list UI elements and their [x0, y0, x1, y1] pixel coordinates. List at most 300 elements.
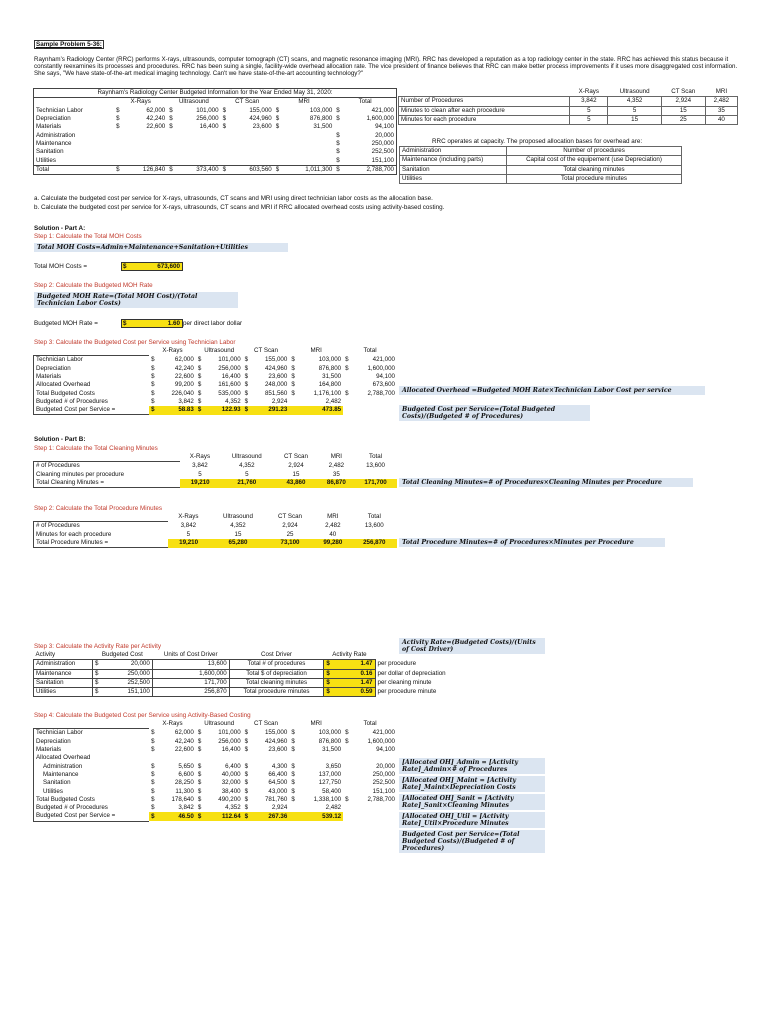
- dollar-sign: $: [244, 389, 249, 397]
- column-header: X-Rays: [162, 347, 183, 355]
- cell-value: [179, 140, 221, 148]
- cell-value: 28,250: [174, 779, 194, 787]
- cell-value: 5: [570, 106, 608, 115]
- moh-rate-dollar: $: [123, 320, 127, 327]
- cell-value: 155,000: [264, 356, 288, 364]
- dollar-sign: $: [197, 381, 202, 389]
- cell-value: 58.83: [159, 406, 195, 415]
- dollar-sign: $: [196, 812, 206, 821]
- column-header: MRI: [310, 720, 322, 728]
- table-row: [399, 97, 738, 106]
- cell-value: 252,500: [371, 148, 394, 156]
- cell-value: 851,560: [264, 389, 288, 397]
- row-label: Depreciation: [34, 365, 150, 373]
- cell-value: 13,600: [366, 462, 385, 470]
- dollar-sign: [343, 746, 353, 754]
- abc-formula: [Allocated OH]_Sanit = [Activity Rate]_Sanit×Cleaning Minutes: [399, 794, 545, 810]
- table-row: [34, 531, 397, 539]
- part-b-heading: Solution - Part B:: [34, 436, 86, 443]
- table-row: [400, 147, 682, 156]
- cell-value: 40: [329, 530, 337, 538]
- cell-value: 1,600,000: [366, 115, 394, 123]
- row-label: # of Procedures: [34, 462, 181, 471]
- cell-value: [352, 531, 396, 539]
- dollar-sign: $: [345, 356, 349, 364]
- dollar-sign: $: [116, 123, 120, 131]
- total-moh-amount: 673,600: [157, 263, 180, 270]
- cleaning-minutes-table: [33, 453, 397, 488]
- dollar-sign: $: [169, 123, 173, 131]
- part-b-step4: Step 4: Calculate the Budgeted Cost per Service using Activity-Based Costing: [34, 712, 251, 719]
- row-label: Utilities: [34, 787, 150, 795]
- dollar-sign: $: [151, 729, 155, 737]
- column-header: Ultrasound: [619, 88, 650, 96]
- formula-cleaning-minutes: Total Cleaning Minutes=# of Procedures×Cleaning Minutes per Procedure: [399, 478, 693, 487]
- table-row: [34, 729, 398, 738]
- cell-value: 2,482: [325, 522, 341, 530]
- column-header: CT Scan: [253, 347, 278, 355]
- column-header: Units of Cost Driver: [163, 651, 218, 659]
- cell-value: 164,800: [318, 381, 342, 389]
- dollar-sign: [343, 373, 353, 381]
- cell-value: 25: [286, 530, 294, 538]
- cell-value: 94,100: [375, 123, 394, 131]
- row-label: Total Procedure Minutes =: [34, 539, 168, 548]
- cell-value: 256,000: [218, 737, 241, 745]
- cell-value: [232, 148, 273, 156]
- cell-value: 15: [234, 530, 242, 538]
- row-label: Depreciation: [36, 115, 71, 123]
- row-label: Utilities: [400, 174, 507, 183]
- column-header: MRI: [298, 98, 310, 106]
- dollar-sign: $: [291, 762, 295, 770]
- header-blank: [34, 513, 168, 522]
- cell-value: 155,000: [264, 729, 288, 737]
- dollar-sign: $: [336, 106, 340, 114]
- dollar-sign: $: [151, 389, 155, 397]
- cell-value: 43,000: [268, 787, 288, 795]
- cell-value: 15: [608, 115, 661, 124]
- cost-driver: Total # of procedures: [229, 660, 324, 669]
- cell-value: 876,800: [318, 737, 342, 745]
- column-header: MRI: [715, 88, 728, 96]
- dollar-sign: $: [244, 364, 249, 372]
- page-title: Sample Problem 5-36:: [36, 41, 102, 48]
- cost-driver: Total $ of depreciation: [229, 669, 324, 678]
- cell-value: [179, 156, 221, 165]
- table-row: [399, 115, 738, 124]
- row-label: Budgeted # of Procedures: [34, 804, 150, 812]
- dollar-sign: $: [197, 729, 202, 737]
- cell-value: 4,352: [608, 97, 661, 106]
- cell-value: 25: [661, 115, 705, 124]
- cell-value: 3,842: [180, 522, 197, 530]
- cell-value: 103,000: [318, 729, 342, 737]
- dollar-sign: $: [336, 139, 340, 147]
- cell-value: 155,000: [249, 106, 272, 114]
- cell-value: [285, 140, 334, 148]
- row-label: # of Procedures: [34, 522, 168, 531]
- total-moh-label: Total MOH Costs =: [34, 263, 88, 270]
- cell-value: 250,000: [371, 139, 394, 147]
- cell-value: 267.36: [253, 812, 289, 821]
- part-a-step1: Step 1: Calculate the Total MOH Costs: [34, 233, 142, 240]
- row-label: Utilities: [34, 688, 93, 697]
- column-header: Ultrasound: [204, 347, 235, 355]
- dollar-sign: $: [244, 356, 249, 364]
- table-row: [34, 471, 397, 479]
- cell-value: [232, 131, 273, 139]
- cell-value: 31,500: [322, 746, 342, 754]
- table-row: [34, 140, 397, 148]
- table-row: [34, 812, 398, 821]
- table-row: [34, 738, 398, 746]
- dollar-sign: $: [169, 115, 173, 123]
- activity-rate: 0.16: [340, 669, 375, 678]
- dollar-sign: $: [334, 165, 346, 174]
- cell-value: 3,842: [570, 97, 608, 106]
- row-label: Total: [34, 165, 115, 174]
- cell-value: 19,210: [168, 539, 210, 548]
- cell-value: 2,924: [288, 462, 304, 470]
- table-row: [34, 669, 473, 678]
- table-row: [34, 779, 398, 787]
- cell-value: 248,000: [264, 381, 288, 389]
- header-blank: [375, 651, 473, 660]
- cell-value: 65,280: [209, 539, 266, 548]
- cell-value: 603,560: [232, 165, 273, 174]
- table-row: [34, 539, 397, 548]
- dollar-sign: [343, 762, 353, 770]
- row-label: Utilities: [36, 156, 56, 164]
- cell-value: 58,400: [322, 787, 342, 795]
- cell-value: 5: [198, 470, 202, 478]
- table-row: [34, 762, 398, 770]
- dollar-sign: $: [244, 373, 249, 381]
- cell-value: 112.64: [206, 812, 243, 821]
- cell-value: [253, 754, 289, 762]
- dollar-sign: $: [169, 106, 173, 114]
- moh-rate-amount: 1.60: [167, 320, 180, 327]
- table-row: [34, 796, 398, 804]
- dollar-sign: $: [324, 660, 341, 669]
- dollar-sign: [343, 779, 353, 787]
- cell-value: 16,400: [221, 373, 241, 381]
- dollar-sign: $: [151, 762, 155, 770]
- table-row: [400, 174, 682, 183]
- dollar-sign: $: [92, 688, 106, 697]
- rate-unit: per dollar of depreciation: [377, 669, 446, 677]
- cell-value: 103,000: [309, 106, 333, 114]
- cell-value: 5,650: [178, 762, 194, 770]
- row-label: Depreciation: [34, 738, 150, 746]
- cell-value: [126, 156, 167, 165]
- dollar-sign: [343, 406, 353, 415]
- dollar-sign: [289, 754, 299, 762]
- column-header: Total: [363, 347, 377, 355]
- column-header: MRI: [330, 453, 343, 461]
- row-label: Number of Procedures: [399, 97, 570, 106]
- table-row: [34, 746, 398, 754]
- table-row: [400, 156, 682, 165]
- cell-value: 473.85: [300, 406, 344, 415]
- table-row: [34, 462, 397, 471]
- cell-value: 66,400: [268, 770, 288, 778]
- dollar-sign: $: [244, 762, 249, 770]
- dollar-sign: $: [244, 795, 249, 803]
- header-blank: [34, 720, 150, 729]
- row-label: Sanitation: [36, 148, 64, 156]
- cell-value: 5: [245, 470, 249, 478]
- row-label: Administration: [34, 660, 93, 669]
- dollar-sign: $: [196, 406, 206, 415]
- dollar-sign: [167, 140, 179, 148]
- dollar-sign: $: [197, 397, 202, 405]
- cell-value: 137,000: [318, 770, 342, 778]
- dollar-sign: [243, 754, 253, 762]
- cell-value: 161,600: [218, 381, 241, 389]
- table-row: [34, 123, 397, 131]
- cell-value: 19,210: [180, 479, 219, 488]
- cell-value: 2,924: [282, 522, 298, 530]
- dollar-sign: $: [151, 779, 155, 787]
- dollar-sign: [167, 131, 179, 139]
- cell-value: 16,400: [221, 746, 241, 754]
- cell-value: [355, 471, 397, 479]
- budget-caption: Raynham's Radiology Center Budgeted Information for the Year Ended May 31, 2020:: [34, 89, 397, 98]
- table-row: [34, 115, 397, 123]
- dollar-sign: $: [291, 795, 295, 803]
- activity-rate: 0.59: [340, 688, 375, 697]
- cell-value: 42,240: [146, 115, 166, 123]
- cell-value: 373,400: [179, 165, 221, 174]
- dollar-sign: $: [324, 669, 341, 678]
- cell-value: 94,100: [376, 373, 395, 381]
- dollar-sign: $: [345, 389, 349, 397]
- dollar-sign: $: [197, 364, 202, 372]
- activity-based-cost-table: [33, 720, 397, 822]
- dollar-sign: $: [197, 804, 202, 812]
- cell-value: 94,100: [376, 746, 395, 754]
- cell-value: 171,700: [355, 479, 397, 488]
- dollar-sign: $: [92, 669, 106, 678]
- column-header: X-Rays: [130, 98, 151, 106]
- header-blank: [34, 453, 181, 462]
- dollar-sign: $: [167, 165, 179, 174]
- dollar-sign: $: [336, 131, 340, 139]
- cell-value: 62,000: [174, 729, 194, 737]
- row-label: Technician Labor: [34, 356, 150, 365]
- dollar-sign: [167, 156, 179, 165]
- cell-value: 673,600: [372, 381, 395, 389]
- dollar-sign: [343, 398, 353, 406]
- cell-value: 4,352: [225, 397, 241, 405]
- activity-rate: 1.47: [340, 678, 375, 687]
- cost-driver-units: 1,600,000: [152, 669, 229, 678]
- dollar-sign: $: [345, 737, 349, 745]
- cell-value: [232, 140, 273, 148]
- dollar-sign: $: [244, 779, 249, 787]
- cell-value: 23,600: [252, 123, 272, 131]
- formula-procedure-minutes: Total Procedure Minutes=# of Procedures×Minutes per Procedure: [399, 538, 665, 547]
- dollar-sign: $: [197, 373, 202, 381]
- table-row: [399, 106, 738, 115]
- dollar-sign: $: [92, 660, 106, 669]
- dollar-sign: [221, 148, 233, 156]
- dollar-sign: [289, 804, 299, 812]
- table-row: [34, 131, 397, 139]
- dollar-sign: $: [291, 364, 295, 372]
- total-moh-value: [121, 262, 183, 271]
- row-label: Materials: [34, 373, 150, 381]
- cell-value: [179, 131, 221, 139]
- dollar-sign: $: [244, 397, 249, 405]
- row-label: Technician Labor: [34, 729, 150, 738]
- column-header: Activity Rate: [332, 651, 367, 659]
- cell-value: 876,800: [309, 115, 333, 123]
- cell-value: 64,500: [268, 779, 288, 787]
- budgeted-cost: 250,000: [106, 669, 152, 678]
- cell-value: 21,760: [220, 479, 274, 488]
- procedure-minutes-table: [33, 513, 397, 548]
- dollar-sign: $: [243, 406, 253, 415]
- dollar-sign: $: [244, 729, 249, 737]
- cell-value: 46.50: [159, 812, 195, 821]
- table-row: [34, 787, 398, 795]
- dollar-sign: $: [151, 381, 155, 389]
- budgeted-cost: 252,500: [106, 678, 152, 687]
- cell-value: 6,400: [225, 762, 241, 770]
- dollar-sign: $: [291, 737, 295, 745]
- cell-value: 13,600: [364, 522, 384, 530]
- table-row: [34, 754, 398, 762]
- dollar-sign: $: [197, 389, 202, 397]
- allocation-base: Capital cost of the equipement (use Depreciation): [507, 156, 682, 165]
- cell-value: 5: [186, 530, 191, 538]
- column-header: CT Scan: [671, 88, 696, 96]
- cell-value: 3,650: [325, 762, 342, 770]
- column-header: MRI: [310, 347, 322, 355]
- cell-value: 178,640: [171, 795, 194, 803]
- row-label: Total Budgeted Costs: [34, 389, 150, 397]
- cost-driver: Total cleaning minutes: [229, 678, 324, 687]
- table-row: [34, 165, 397, 174]
- dollar-sign: $: [116, 106, 120, 114]
- cell-value: [300, 754, 344, 762]
- dollar-sign: $: [275, 115, 280, 123]
- cost-driver: Total procedure minutes: [229, 688, 324, 697]
- table-row: [34, 148, 397, 156]
- column-header: CT Scan: [278, 513, 302, 521]
- header-blank: [34, 98, 115, 107]
- cell-value: 73,100: [267, 539, 314, 548]
- row-label: Maintenance: [36, 139, 72, 147]
- column-header: Total: [367, 513, 381, 521]
- cell-value: 2,788,700: [346, 165, 397, 174]
- table-row: [34, 365, 398, 373]
- formula-total-moh: Total MOH Costs=Admin+Maintenance+Sanitation+Utilities: [34, 243, 288, 252]
- cell-value: 16,400: [199, 123, 219, 131]
- column-header: X-Rays: [578, 88, 599, 96]
- abc-formula: [Allocated OH]_Maint = [Activity Rate]_Maint×Depreciation Costs: [399, 776, 545, 792]
- dollar-sign: $: [116, 115, 120, 123]
- cell-value: [353, 804, 397, 812]
- dollar-sign: [343, 754, 353, 762]
- dollar-sign: $: [244, 787, 249, 795]
- row-label: Minutes to clean after each procedure: [399, 106, 570, 115]
- table-row: [34, 522, 397, 531]
- part-a-step3: Step 3: Calculate the Budgeted Cost per Service using Technician Labor: [34, 339, 236, 346]
- abc-formula: [Allocated OH]_Util = [Activity Rate]_Util×Procedure Minutes: [399, 812, 545, 828]
- table-row: [34, 479, 397, 488]
- cell-value: 20,000: [376, 762, 395, 770]
- cell-value: 40,000: [221, 770, 241, 778]
- cell-value: 291.23: [253, 406, 289, 415]
- cell-value: 1,338,100: [313, 795, 342, 803]
- cell-value: [285, 131, 334, 139]
- cell-value: 1,176,100: [313, 389, 342, 397]
- cell-value: 4,352: [230, 522, 246, 530]
- cell-value: 22,600: [174, 373, 194, 381]
- cell-value: 252,500: [372, 779, 395, 787]
- cell-value: 5: [608, 106, 661, 115]
- dollar-sign: $: [197, 737, 202, 745]
- dollar-sign: $: [244, 770, 249, 778]
- cell-value: 23,600: [268, 746, 288, 754]
- cell-value: 1,011,300: [285, 165, 334, 174]
- budgeted-cost: 151,100: [106, 688, 152, 697]
- row-label: Maintenance: [34, 771, 150, 779]
- row-label: Technician Labor: [36, 106, 83, 114]
- cell-value: [353, 406, 397, 415]
- column-header: MRI: [327, 513, 339, 521]
- cell-value: 2,788,700: [367, 795, 395, 803]
- row-label: Administration: [400, 147, 507, 156]
- cell-value: [159, 754, 195, 762]
- dollar-sign: $: [324, 688, 341, 697]
- row-label: Sanitation: [34, 678, 93, 687]
- dollar-sign: $: [291, 729, 295, 737]
- dollar-sign: $: [151, 356, 155, 364]
- cell-value: 490,200: [218, 795, 241, 803]
- budget-table: [33, 88, 397, 175]
- dollar-sign: [114, 131, 126, 139]
- dollar-sign: $: [291, 787, 295, 795]
- dollar-sign: [289, 812, 299, 821]
- cell-value: 2,482: [325, 804, 342, 812]
- cell-value: 43,860: [274, 479, 318, 488]
- dollar-sign: $: [222, 106, 227, 114]
- cell-value: 6,600: [178, 770, 194, 778]
- cell-value: [126, 140, 167, 148]
- cell-value: 101,000: [218, 356, 241, 364]
- column-header: Budgeted Cost: [101, 651, 143, 659]
- cell-value: 3,842: [178, 397, 194, 405]
- dollar-sign: $: [274, 165, 286, 174]
- cell-value: 256,000: [218, 364, 241, 372]
- cell-value: 127,750: [318, 779, 342, 787]
- dollar-sign: [274, 131, 286, 139]
- cell-value: 22,600: [146, 123, 166, 131]
- cell-value: 22,600: [174, 746, 194, 754]
- dollar-sign: $: [92, 678, 106, 687]
- column-header: Total: [363, 720, 377, 728]
- row-label: Budgeted Cost per Service =: [34, 812, 150, 821]
- allocation-base: Total procedure minutes: [507, 174, 682, 183]
- cell-value: [206, 754, 243, 762]
- column-header: X-Rays: [189, 453, 211, 461]
- column-header: CT Scan: [253, 720, 278, 728]
